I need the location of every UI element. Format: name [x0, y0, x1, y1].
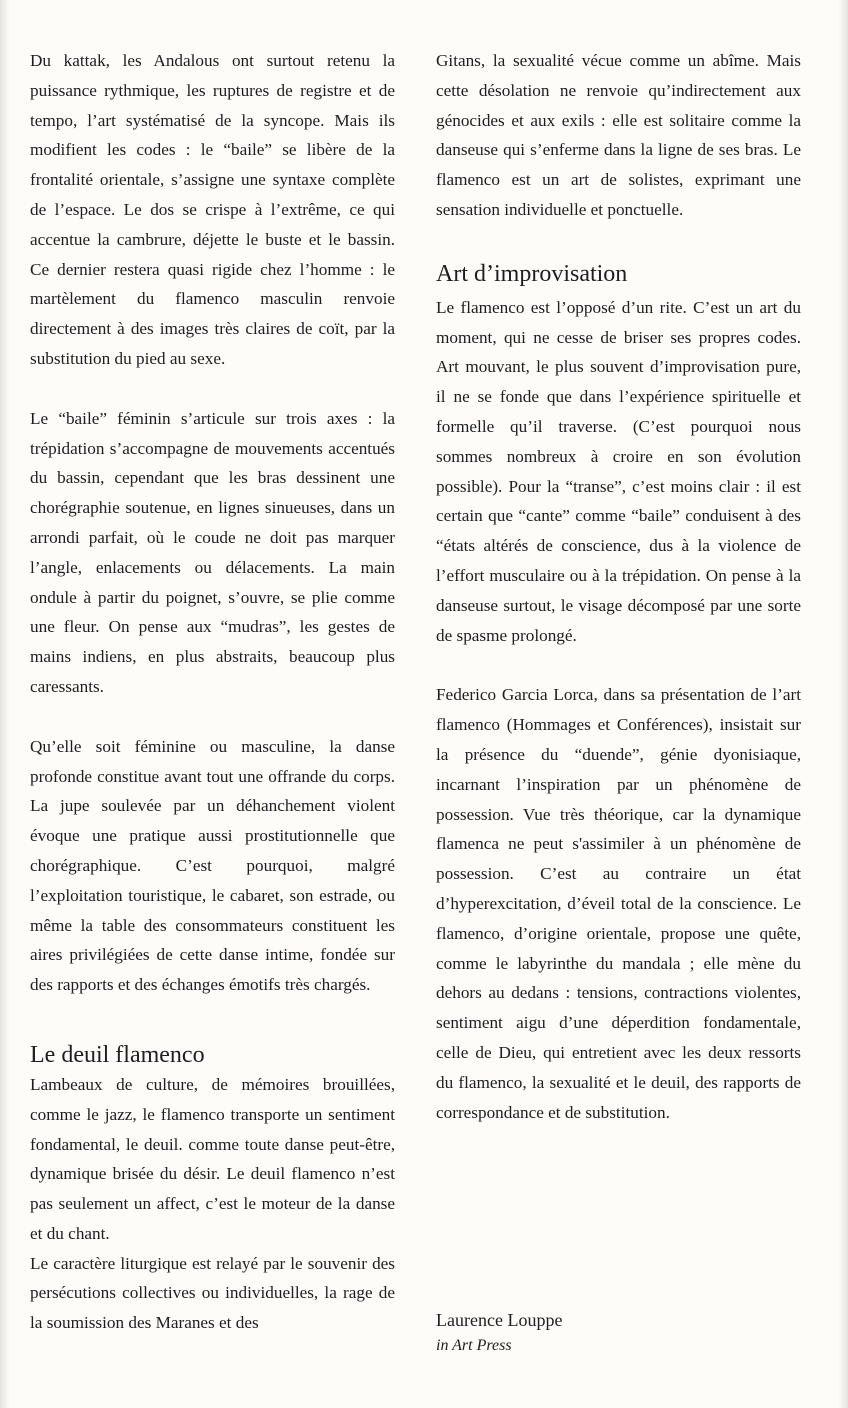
paragraph: Qu’elle soit féminine ou masculine, la danse profonde constitue avant tout une offrande du corps. La jupe soulevée par un déhanchement violent évoque une pratique aussi prostitutionnelle que chorégraphique. C’est pourquoi, malgré l’exploitation touristique, le cabaret, son estrade, ou même la table des consommateurs constituent les aires privilégiées de cette danse intime, fondée sur des rapports et des échanges émotifs très chargés. [30, 736, 395, 995]
paragraph: Le “baile” féminin s’articule sur trois axes : la trépidation s’accompagne de mouvements accentués du bassin, cependant que les bras dessinent une chorégraphie soutenue, en lignes sinueuses, dans un arrondi parfait, où le coude ne doit pas marquer l’angle, enlacements ou délacements. La main ondule à partir du poignet, s’ouvre, se plie comme une fleur. On pense aux “mudras”, les gestes de mains indiens, en plus abstraits, beaucoup plus caressants. [30, 408, 395, 696]
paragraph: Le flamenco est l’opposé d’un rite. C’est un art du moment, qui ne cesse de briser ses propres codes. Art mouvant, le plus souvent d’improvisation pure, il ne se fonde que dans l’expérience spirituelle et formelle qu’il traverse. (C’est pourquoi nous sommes nombreux à croire en son évolution possible). Pour la “transe”, c’est moins clair : il est certain que “cante” comme “baile” conduisent à des “états altérés de conscience, dus à la violence de l’effort musculaire ou à la trépidation. On pense à la danseuse surtout, le visage décomposé par une sorte de spasme prolongé. [436, 297, 801, 645]
paragraph: Le caractère liturgique est relayé par le souvenir des persécutions collectives ou individuelles, la rage de la soumission des Maranes et des [30, 1253, 395, 1333]
page-edge-shadow-left [0, 0, 10, 1408]
paragraph: Federico Garcia Lorca, dans sa présentation de l’art flamenco (Hommages et Conférences), insistait sur la présence du “duende”, génie dyonisiaque, incarnant l’inspiration par un phénomène de possession. Vue très théorique, car la dynamique flamenca ne peut s'assimiler à un phénomène de possession. C’est au contraire un état d’hyperexcitation, d’éveil total de la conscience. Le flamenco, d’origine orientale, propose une quête, comme le labyrinthe du mandala ; elle mène du dehors au dedans : tensions, contractions violentes, sentiment aigu d’une déperdition fondamentale, celle de Dieu, qui entretient avec les deux ressorts du flamenco, la sexualité et le deuil, des rapports de correspondance et de substitution. [436, 685, 801, 1122]
section-heading: Art d’improvisation [436, 260, 628, 287]
section-heading: Le deuil flamenco [30, 1041, 205, 1068]
left-column [30, 46, 395, 1338]
paragraph: Du kattak, les Andalous ont surtout retenu la puissance rythmique, les ruptures de registre et de tempo, l’art systématisé de la syncope. Mais ils modifient les codes : le “baile” se libère de la frontalité orientale, s’assigne une syntaxe complète de l’espace. Le dos se crispe à l’extrême, ce qui accentue la cambrure, déjette le buste et le bassin. Ce dernier restera quasi rigide chez l’homme : le martèlement du flamenco masculin renvoie directement à des images très claires de coït, par la substitution du pied au sexe. [30, 51, 395, 368]
signature-block [436, 1306, 801, 1358]
author-name: Laurence Louppe [436, 1310, 563, 1330]
paragraph: Gitans, la sexualité vécue comme un abîme. Mais cette désolation ne renvoie qu’indirectement aux génocides et aux exils : elle est solitaire comme la danseuse qui s’enferme dans la ligne de ses bras. Le flamenco est un art de solistes, exprimant une sensation individuelle et ponctuelle. [436, 51, 801, 219]
page-edge-shadow-right [838, 0, 848, 1408]
right-column [436, 46, 801, 1127]
paragraph: Lambeaux de culture, de mémoires brouillées, comme le jazz, le flamenco transporte un sentiment fondamental, le deuil. comme toute danse peut-être, dynamique brisée du désir. Le deuil flamenco n’est pas seulement un affect, c’est le moteur de la danse et du chant. [30, 1074, 395, 1243]
publication-source: in Art Press [436, 1337, 512, 1354]
